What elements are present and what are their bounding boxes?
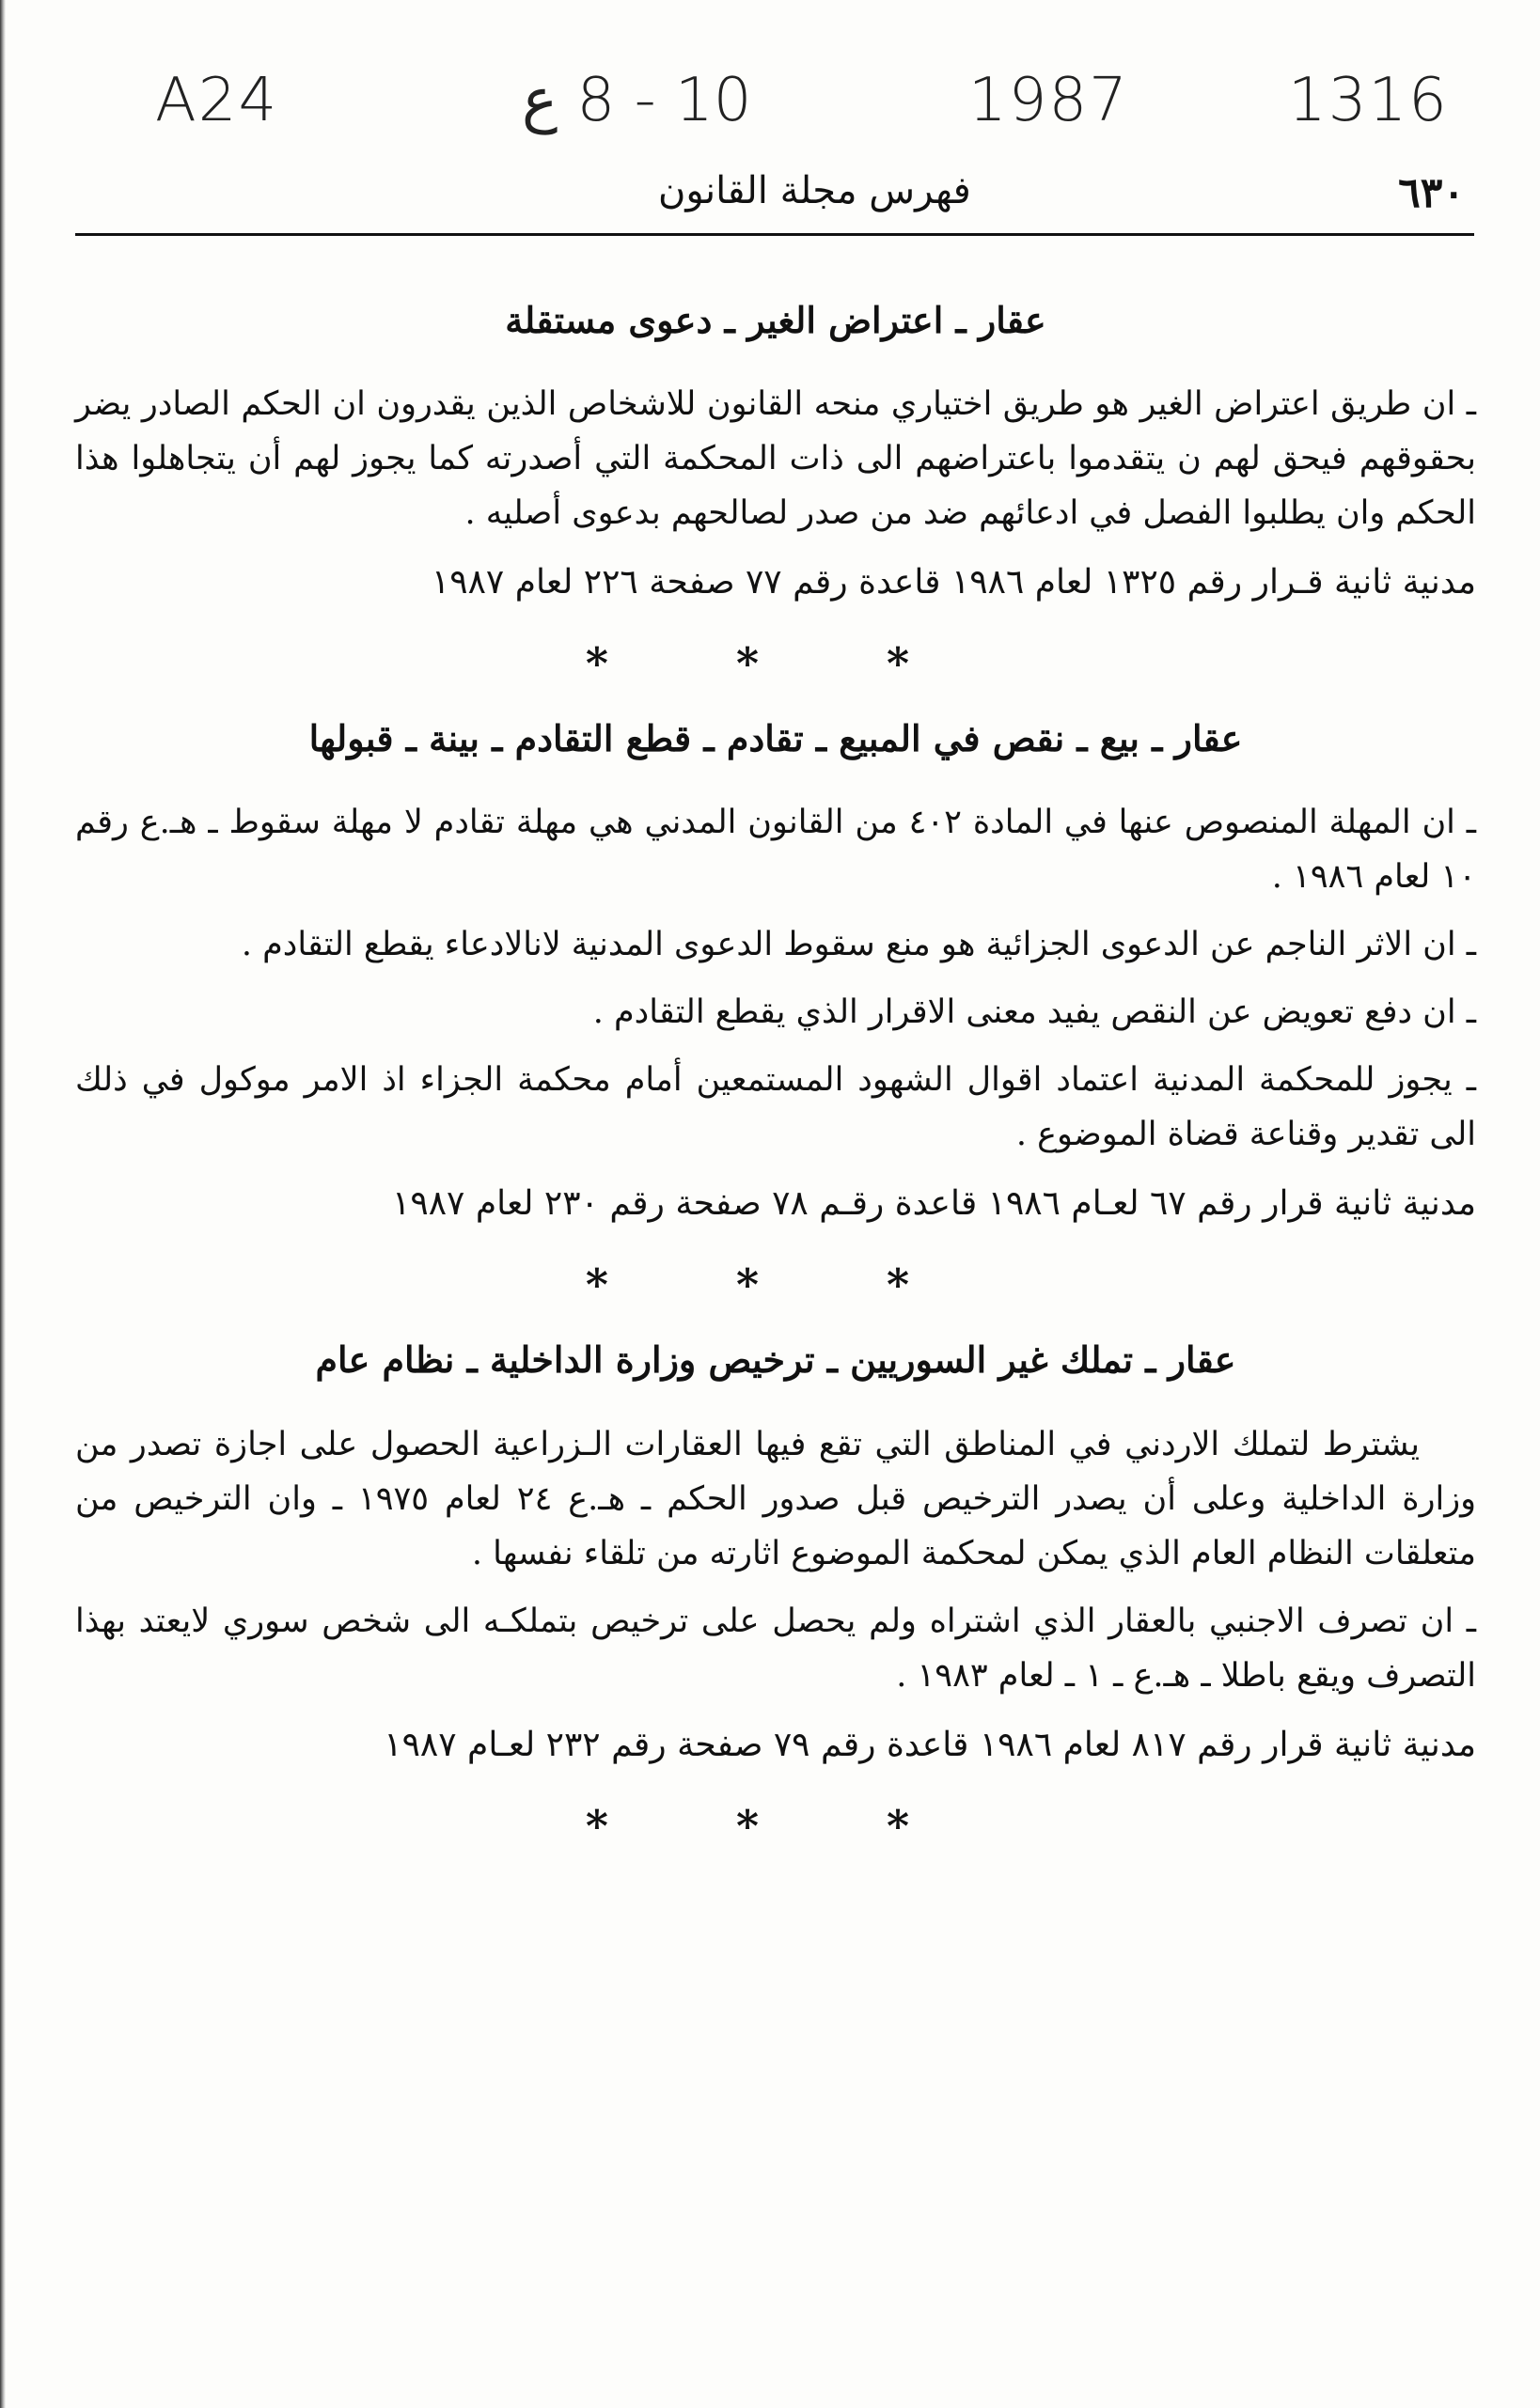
entry <box>75 295 1476 610</box>
entry-paragraph: ـ ان المهلة المنصوص عنها في المادة ٤٠٢ من القانون المدني هي مهلة تقادم لا مهلة سقوط ـ هـ.ع رقم ١٠ لعام ١٩٨٦ . <box>75 804 1477 897</box>
section-divider: * * * <box>585 638 966 690</box>
handwritten-year: 1987 <box>968 66 1129 135</box>
entry-paragraph: ـ ان دفع تعويض عن النقص يفيد معنى الاقرار الذي يقطع التقادم . <box>592 993 1476 1032</box>
handwritten-date: 10 - 8 ع <box>522 66 752 135</box>
entry-paragraph: ـ ان الاثر الناجم عن الدعوى الجزائية هو منع سقوط الدعوى المدنية لانالادعاء يقطع التقادم . <box>241 926 1476 964</box>
entry-paragraph: ـ ان تصرف الاجنبي بالعقار الذي اشتراه ولم يحصل على ترخيص بتملكـه الى شخص سوري لايعتد بهذا التصرف ويقع باطلا ـ هـ.ع ـ ١ ـ لعام ١٩٨٣ . <box>75 1602 1476 1695</box>
entry-heading: عقار ـ تملك غير السوريين ـ ترخيص وزارة الداخلية ـ نظام عام <box>315 1338 1236 1382</box>
entry-heading: عقار ـ اعتراض الغير ـ دعوى مستقلة <box>505 299 1046 341</box>
entry-paragraph: ـ يجوز للمحكمة المدنية اعتماد اقوال الشهود المستمعين أمام محكمة الجزاء اذ الامر موكول في ذلك الى تقدير وقناعة قضاة الموضوع . <box>75 1061 1476 1154</box>
handwritten-number: 1316 <box>1288 66 1449 135</box>
section-divider: * * * <box>585 1800 966 1852</box>
entry-heading: عقار ـ بيع ـ نقص في المبيع ـ تقادم ـ قطع التقادم ـ بينة ـ قبولها <box>308 717 1243 760</box>
entry <box>75 713 1476 1231</box>
entry <box>75 1335 1476 1772</box>
entry-citation: مدنية ثانية قرار رقم ٨١٧ لعام ١٩٨٦ قاعدة رقم ٧٩ صفحة رقم ٢٣٢ لعـام ١٩٨٧ <box>384 1725 1476 1764</box>
entry-paragraph: ـ ان طريق اعتراض الغير هو طريق اختياري منحه القانون للاشخاص الذين يقدرون ان الحكم الصادر يضر بحقوقهم فيحق لهم ن يتقدموا باعتراضهم الى ذات المحكمة التي أصدرته كما يجوز لهم أن يتجاهلوا هذا الحكم وان يطلبوا الفصل في ادعائهم ضد من صدر لصالحهم بدعوى أصليه . <box>75 385 1476 533</box>
journal-title: فهرس مجلة القانون <box>658 169 971 212</box>
scan-edge-shadow <box>0 0 6 2408</box>
entry-paragraph: يشترط لتملك الاردني في المناطق التي تقع فيها العقارات الـزراعية الحصول على اجازة تصدر من وزارة الداخلية وعلى أن يصدر الترخيص قبل صدور الحكم ـ هـ.ع ٢٤ لعام ١٩٧٥ ـ وان الترخيص من متعلقات النظام العام الذي يمكن لمحكمة الموضوع اثارته من تلقاء نفسها . <box>75 1425 1477 1572</box>
main-content <box>75 282 1476 1876</box>
header-rule <box>75 233 1474 236</box>
handwritten-code: A24 <box>155 66 279 135</box>
section-divider: * * * <box>585 1259 966 1311</box>
page-number: ٦٣٠ <box>1398 169 1465 217</box>
running-head <box>75 169 1465 226</box>
entry-citation: مدنية ثانية قرار رقم ٦٧ لعـام ١٩٨٦ قاعدة رقـم ٧٨ صفحة رقم ٢٣٠ لعام ١٩٨٧ <box>392 1184 1476 1224</box>
entry-citation: مدنية ثانية قـرار رقم ١٣٢٥ لعام ١٩٨٦ قاعدة رقم ٧٧ صفحة ٢٢٦ لعام ١٩٨٧ <box>431 563 1476 602</box>
